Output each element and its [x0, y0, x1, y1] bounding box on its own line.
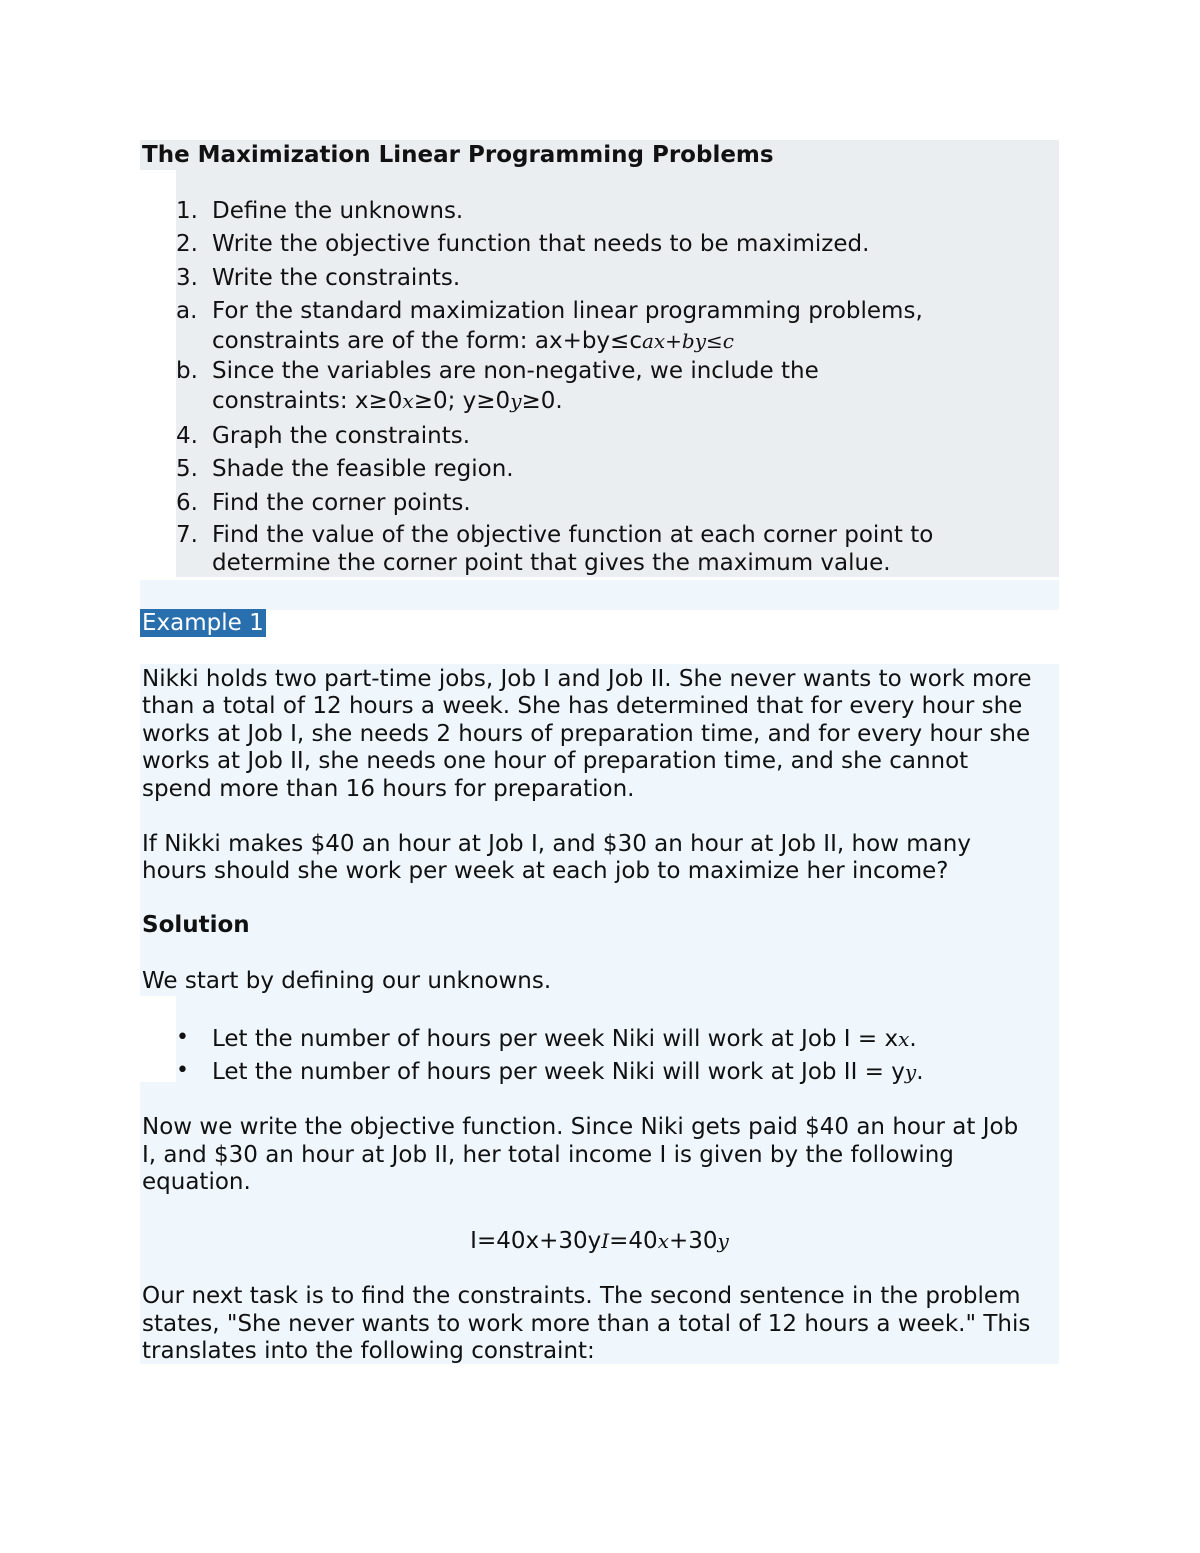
text-fragment: constraints: — [212, 388, 355, 414]
step-text: Define the unknowns. — [212, 198, 464, 224]
math-italic: y — [510, 389, 522, 413]
example-background — [140, 580, 1059, 610]
text-fragment: . — [909, 1026, 917, 1052]
math-italic: y — [904, 1060, 917, 1084]
step-marker: 6. — [176, 490, 198, 516]
problem-line: If Nikki makes $40 an hour at Job I, and $30 an hour at Job II, how many — [142, 831, 971, 857]
step-text — [212, 327, 734, 355]
bullet-dot: • — [176, 1058, 189, 1083]
step-text: Find the corner points. — [212, 490, 471, 516]
step-marker: 5. — [176, 456, 198, 482]
text-fragment: Let the number of hours per week Niki will work at Job I = — [212, 1026, 885, 1052]
math-plain: x — [884, 1026, 899, 1052]
bullet-gap — [140, 996, 176, 1082]
step-text: Write the constraints. — [212, 265, 461, 291]
step-marker: 7. — [176, 522, 198, 548]
start-text: We start by defining our unknowns. — [142, 968, 552, 994]
math-plain: ax+by≤c — [534, 328, 642, 354]
step-text: determine the corner point that gives the maximum value. — [212, 550, 891, 576]
problem-line: hours should she work per week at each job to maximize her income? — [142, 858, 949, 884]
step-marker: 4. — [176, 423, 198, 449]
step-marker: 1. — [176, 198, 198, 224]
step-text: Write the objective function that needs to be maximized. — [212, 231, 870, 257]
math-plain: y≥0 — [462, 388, 511, 414]
next-task-line: states, "She never wants to work more than a total of 12 hours a week." This — [142, 1311, 1031, 1337]
math-rest: +30 — [668, 1228, 718, 1254]
step-marker: a. — [176, 298, 198, 324]
step-text: Find the value of the objective function at each corner point to — [212, 522, 934, 548]
text-fragment: ; — [447, 388, 463, 414]
math-italic: I — [601, 1229, 610, 1253]
problem-line: spend more than 16 hours for preparation. — [142, 776, 635, 802]
step-marker: 2. — [176, 231, 198, 257]
text-fragment: . — [916, 1059, 924, 1085]
math-rest: ≥0 — [413, 388, 448, 414]
math-plain: y — [891, 1059, 905, 1085]
math-italic: y — [717, 1229, 729, 1253]
solution-heading: Solution — [142, 912, 250, 938]
math-italic: x — [657, 1229, 669, 1253]
step-text: Shade the feasible region. — [212, 456, 514, 482]
step-text: Since the variables are non-negative, we include the — [212, 358, 819, 384]
objective-line: equation. — [142, 1169, 251, 1195]
math-plain: x≥0 — [354, 388, 403, 414]
step-text — [212, 387, 563, 415]
objective-line: I, and $30 an hour at Job II, her total income I is given by the following — [142, 1142, 954, 1168]
math-italic: ax+by≤c — [641, 329, 734, 353]
example-label: Example 1 — [142, 610, 264, 636]
step-text: For the standard maximization linear programming problems, — [212, 298, 923, 324]
problem-line: works at Job II, she needs one hour of preparation time, and she cannot — [142, 748, 969, 774]
objective-equation — [140, 1227, 1059, 1255]
problem-line: than a total of 12 hours a week. She has determined that for every hour she — [142, 693, 1023, 719]
math-plain: I=40x+30y — [470, 1228, 602, 1254]
text-fragment: . — [555, 388, 563, 414]
math-rest: ≥0 — [521, 388, 556, 414]
objective-line: Now we write the objective function. Since Niki gets paid $40 an hour at Job — [142, 1114, 1019, 1140]
text-fragment: constraints are of the form: — [212, 328, 535, 354]
math-italic: x — [898, 1027, 910, 1051]
next-task-line: Our next task is to find the constraints. The second sentence in the problem — [142, 1283, 1021, 1309]
unknown-item — [212, 1058, 924, 1086]
unknown-item — [212, 1025, 917, 1053]
page-title: The Maximization Linear Programming Problems — [142, 142, 774, 168]
next-task-line: translates into the following constraint: — [142, 1338, 595, 1364]
step-marker: 3. — [176, 265, 198, 291]
problem-line: Nikki holds two part-time jobs, Job I and Job II. She never wants to work more — [142, 666, 1032, 692]
math-rest: =40 — [609, 1228, 658, 1254]
step-marker: b. — [176, 358, 198, 384]
problem-line: works at Job I, she needs 2 hours of preparation time, and for every hour she — [142, 721, 1031, 747]
step-text: Graph the constraints. — [212, 423, 471, 449]
bullet-dot: • — [176, 1025, 189, 1050]
text-fragment: Let the number of hours per week Niki will work at Job II = — [212, 1059, 892, 1085]
math-italic: x — [402, 389, 414, 413]
